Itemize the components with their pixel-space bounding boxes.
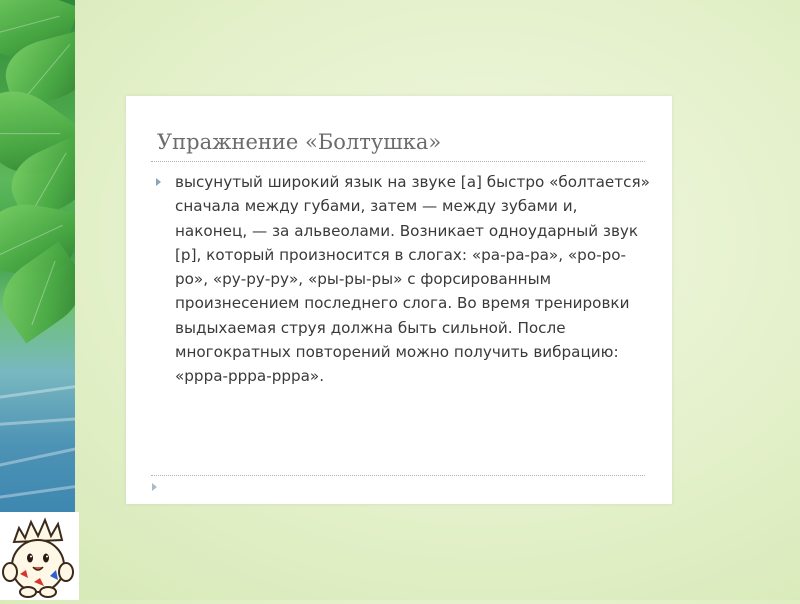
- title-divider: [151, 161, 645, 162]
- egg-cartoon-character-icon: [0, 512, 79, 600]
- triangle-bullet-icon: [156, 178, 161, 186]
- water-ripple: [0, 483, 75, 500]
- slide-title: Упражнение «Болтушка»: [157, 130, 442, 154]
- slide-card: [126, 96, 672, 504]
- leaves-water-image: [0, 0, 75, 600]
- water-ripple: [0, 417, 75, 427]
- triangle-bullet-icon: [152, 483, 157, 491]
- mascot-image: [0, 512, 79, 600]
- bullet-text: высунутый широкий язык на звуке [а] быстро «болтается» сначала между губами, затем — между зубами и, наконец, — за альвеолами. Возникает одноударный звук [р], который произносится в слогах: «ра-ра-ра», «ро-ро-ро», «ру-ру-ру», «ры-ры-ры» с форсированным произнесением последнего слога. Во время тренировки выдыхаемая струя должна быть сильной. После многократных повторений можно получить вибрацию: «ррра-ррра-ррра».: [175, 173, 650, 386]
- footer-divider: [151, 475, 645, 476]
- water-ripple: [0, 383, 75, 400]
- water-ripple: [0, 445, 75, 469]
